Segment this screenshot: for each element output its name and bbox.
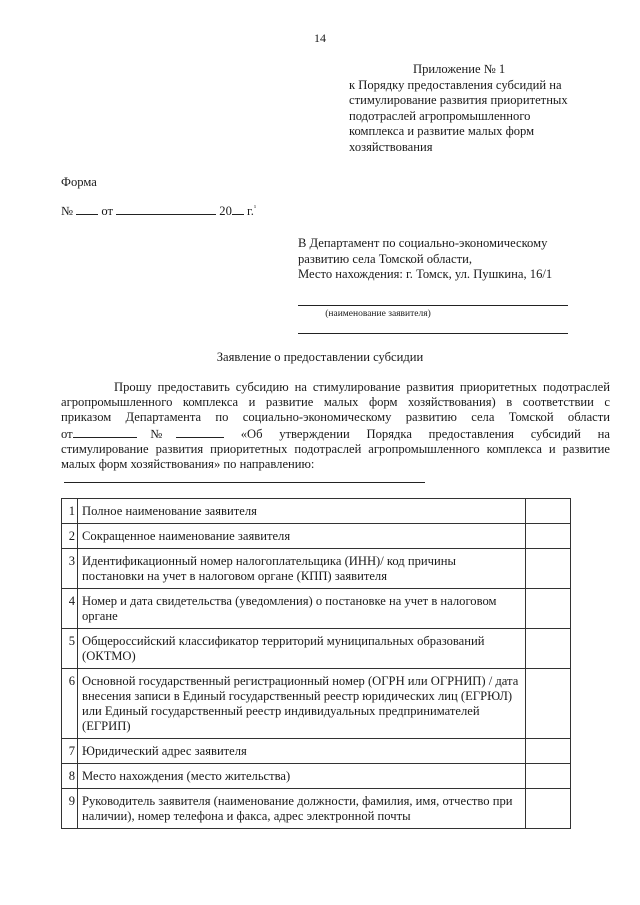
row-number: 9 — [62, 789, 78, 829]
row-label: Место нахождения (место жительства) — [78, 764, 526, 789]
row-label: Полное наименование заявителя — [78, 499, 526, 524]
body-line-order — [61, 426, 610, 442]
applicant-name-caption: (наименование заявителя) — [325, 309, 431, 319]
row-value-cell[interactable] — [526, 629, 571, 669]
row-value-cell[interactable] — [526, 789, 571, 829]
body-line: стимулирование развития приоритетных подотраслей агропромышленного комплекса и развитие — [61, 441, 610, 456]
row-label: Идентификационный номер налогоплательщика (ИНН)/ код причины постановки на учет в налоговом органе (КПП) заявителя — [78, 549, 526, 589]
year-prefix: 20 — [219, 204, 232, 218]
date-field[interactable] — [116, 203, 216, 215]
form-label: Форма — [61, 175, 97, 189]
table-row — [62, 499, 571, 524]
row-number: 2 — [62, 524, 78, 549]
table-row — [62, 629, 571, 669]
appendix-line: Приложение № 1 — [413, 62, 506, 76]
appendix-line: подотраслей агропромышленного — [349, 108, 531, 123]
row-value-cell[interactable] — [526, 739, 571, 764]
footnote-marker: ¹ — [253, 203, 257, 212]
order-date-field[interactable] — [73, 426, 137, 438]
row-value-cell[interactable] — [526, 549, 571, 589]
order-number-field[interactable] — [176, 426, 224, 438]
row-value-cell[interactable] — [526, 764, 571, 789]
body-line: малых форм хозяйствования» по направлению: — [61, 457, 315, 472]
body-line: Прошу предоставить субсидию на стимулирование развития приоритетных подотраслей — [114, 380, 610, 394]
application-body — [61, 380, 610, 472]
row-label: Руководитель заявителя (наименование должности, фамилия, имя, отчество при наличии), номер телефона и факса, адрес электронной почты — [78, 789, 526, 829]
row-label: Номер и дата свидетельства (уведомления) о постановке на учет в налоговом органе — [78, 589, 526, 629]
recipient-line: В Департамент по социально-экономическому — [298, 236, 548, 250]
row-label: Общероссийский классификатор территорий муниципальных образований (ОКТМО) — [78, 629, 526, 669]
body-line: агропромышленного комплекса и развитие малых форм хозяйствования) в соответствии с — [61, 395, 610, 410]
recipient-block — [298, 236, 552, 283]
row-label: Юридический адрес заявителя — [78, 739, 526, 764]
table-row — [62, 669, 571, 739]
table-row — [62, 524, 571, 549]
row-value-cell[interactable] — [526, 669, 571, 739]
table-row — [62, 549, 571, 589]
applicant-data-table — [61, 498, 571, 829]
body-line: приказом Департамента по социально-экономическому развитию села Томской области — [61, 410, 610, 425]
number-sign: № — [61, 204, 74, 218]
recipient-line: Место нахождения: г. Томск, ул. Пушкина, 16/1 — [298, 267, 553, 281]
row-number: 3 — [62, 549, 78, 589]
order-title-start: «Об утверждении Порядка предоставления субсидий на — [240, 426, 610, 441]
appendix-header — [349, 62, 619, 155]
appendix-line: стимулирование развития приоритетных — [349, 93, 568, 107]
direction-field[interactable] — [64, 482, 425, 483]
year-field[interactable] — [232, 203, 244, 215]
appendix-line: к Порядку предоставления субсидий на — [349, 77, 562, 92]
document-number-line — [61, 203, 256, 219]
applicant-extra-line[interactable] — [298, 333, 568, 334]
row-label: Сокращенное наименование заявителя — [78, 524, 526, 549]
table-row — [62, 764, 571, 789]
row-number: 5 — [62, 629, 78, 669]
order-from-label: от — [61, 426, 73, 441]
from-label: от — [101, 204, 113, 218]
row-number: 6 — [62, 669, 78, 739]
row-number: 4 — [62, 589, 78, 629]
table-row — [62, 789, 571, 829]
number-field[interactable] — [76, 203, 98, 215]
appendix-line: хозяйствования — [349, 139, 433, 154]
row-number: 7 — [62, 739, 78, 764]
row-number: 1 — [62, 499, 78, 524]
row-value-cell[interactable] — [526, 499, 571, 524]
row-value-cell[interactable] — [526, 589, 571, 629]
order-number-sign: № — [136, 426, 176, 441]
application-title: Заявление о предоставлении субсидии — [216, 350, 424, 364]
appendix-line: комплекса и развитие малых форм — [349, 124, 535, 138]
row-label: Основной государственный регистрационный номер (ОГРН или ОГРНИП) / дата внесения записи в Единый государственный реестр юридических лиц (ЕГРЮЛ) или Единый государственный реестр индивидуальных предпринимателей (ЕГРИП) — [78, 669, 526, 739]
table-row — [62, 739, 571, 764]
row-value-cell[interactable] — [526, 524, 571, 549]
row-number: 8 — [62, 764, 78, 789]
applicant-name-line[interactable] — [298, 305, 568, 306]
year-suffix: г. — [247, 204, 254, 218]
page-number: 14 — [314, 31, 326, 45]
recipient-line: развитию села Томской области, — [298, 251, 472, 266]
table-row — [62, 589, 571, 629]
